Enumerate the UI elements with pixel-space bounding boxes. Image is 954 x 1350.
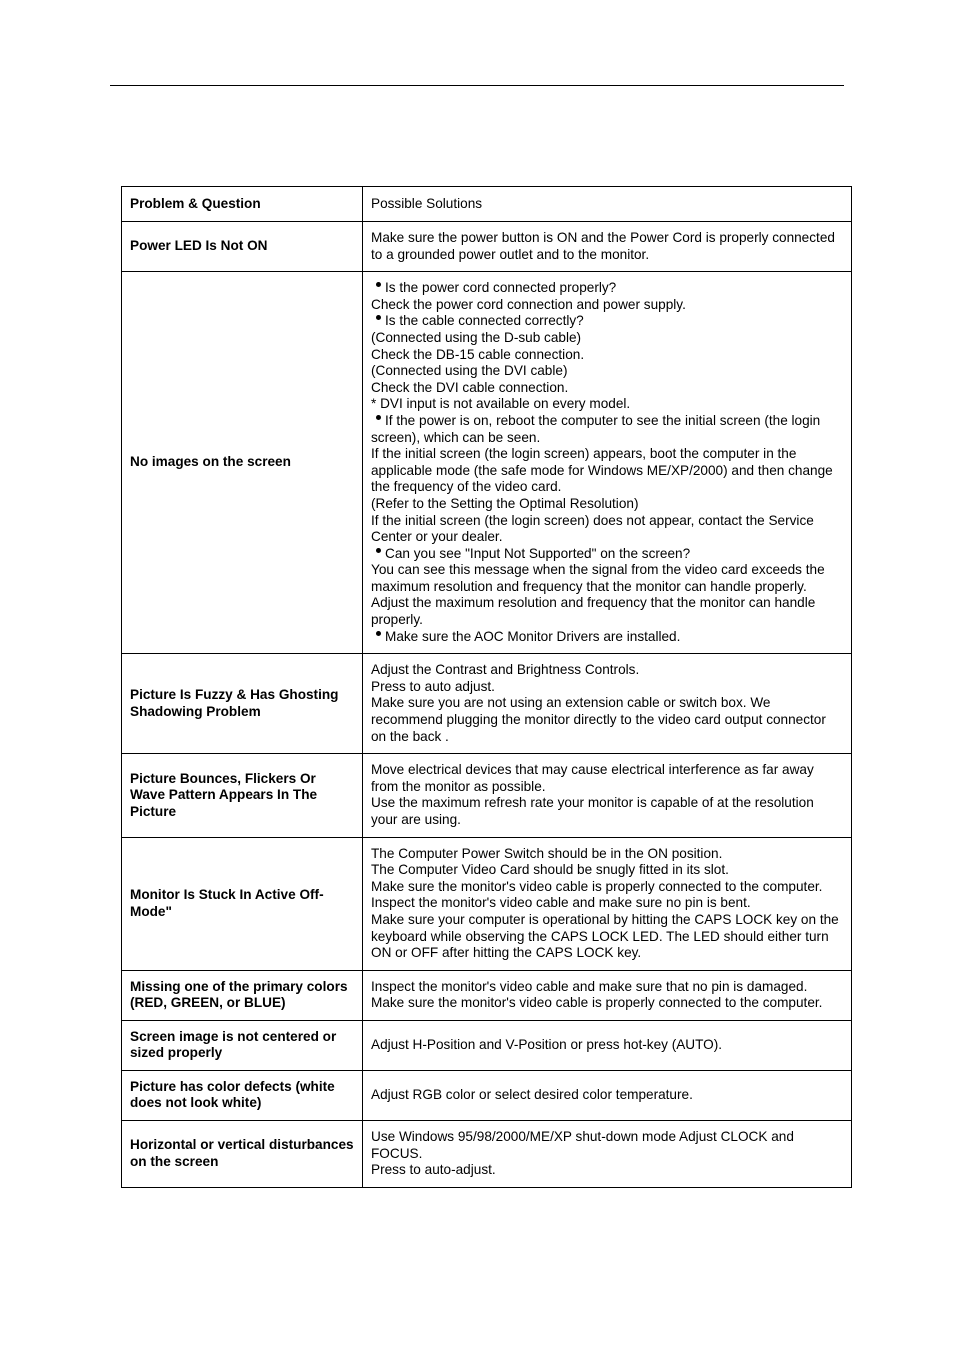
solution-cell: [363, 970, 852, 1020]
solution-cell: [363, 654, 852, 754]
solution-line: (Connected using the DVI cable): [371, 363, 568, 379]
solution-cell: [363, 754, 852, 837]
table-row: [122, 272, 852, 654]
solution-cell: [363, 222, 852, 272]
bullet-item: [371, 313, 843, 330]
problem-cell: Power LED Is Not ON: [122, 222, 363, 272]
solution-line: You can see this message when the signal from the video card exceeds the maximum resolution and frequency that the monitor can handle properly.: [371, 562, 825, 594]
bullet-text: Can you see "Input Not Supported" on the screen?: [385, 545, 691, 561]
problem-cell: Horizontal or vertical disturbances on the screen: [122, 1120, 363, 1187]
table-row: [122, 654, 852, 754]
bullet-text: If the power is on, reboot the computer to see the initial screen (the login screen), which can be seen.: [371, 412, 821, 445]
solution-line: If the initial screen (the login screen) appears, boot the computer in the applicable mode (the safe mode for Windows ME/XP/2000) and then change the frequency of the video card.: [371, 446, 833, 495]
solution-line: Adjust H-Position and V-Position or press hot-key (AUTO).: [371, 1037, 723, 1053]
solution-line: Use Windows 95/98/2000/ME/XP shut-down mode Adjust CLOCK and FOCUS.: [371, 1128, 794, 1161]
bullet-icon: [376, 631, 381, 636]
bullet-item: [371, 413, 843, 446]
problem-cell: Screen image is not centered or sized properly: [122, 1020, 363, 1070]
solution-line: Make sure you are not using an extension cable or switch box. We recommend plugging the monitor directly to the video card output connector on the back .: [371, 695, 826, 744]
solution-line: Press to auto-adjust.: [371, 1162, 496, 1178]
solution-cell: [363, 1020, 852, 1070]
table-row: [122, 1020, 852, 1070]
solution-line: * DVI input is not available on every model.: [371, 396, 631, 412]
solution-line: (Refer to the Setting the Optimal Resolution): [371, 495, 639, 511]
solution-line: Make sure your computer is operational by hitting the CAPS LOCK key on the keyboard while observing the CAPS LOCK LED. The LED should either turn ON or OFF after hitting the CAPS LOCK key.: [371, 911, 839, 961]
bullet-icon: [376, 415, 381, 420]
solution-line: If the initial screen (the login screen) does not appear, contact the Service Center or your dealer.: [371, 512, 814, 545]
bullet-item: [371, 546, 843, 563]
table-row: [122, 970, 852, 1020]
problem-cell: Missing one of the primary colors (RED, GREEN, or BLUE): [122, 970, 363, 1020]
header-possible-solutions: Possible Solutions: [363, 187, 852, 222]
solution-line: Make sure the monitor's video cable is properly connected to the computer.: [371, 995, 823, 1011]
solution-line: Press to auto adjust.: [371, 678, 495, 694]
solution-cell: [363, 837, 852, 970]
solution-line: Adjust the maximum resolution and frequency that the monitor can handle properly.: [371, 595, 816, 628]
solution-line: The Computer Power Switch should be in the ON position.: [371, 845, 723, 861]
header-problem-question: Problem & Question: [122, 187, 363, 222]
solution-line: Move electrical devices that may cause electrical interference as far away from the monitor as possible.: [371, 762, 814, 794]
problem-cell: Monitor Is Stuck In Active Off-Mode": [122, 837, 363, 970]
table-row: [122, 1120, 852, 1187]
bullet-icon: [376, 282, 381, 287]
solution-line: Adjust RGB color or select desired color temperature.: [371, 1087, 693, 1103]
solution-line: Check the power cord connection and power supply.: [371, 296, 686, 312]
solution-line: Use the maximum refresh rate your monitor is capable of at the resolution your are using.: [371, 795, 814, 827]
bullet-text: Make sure the AOC Monitor Drivers are installed.: [385, 628, 681, 644]
solution-line: Check the DVI cable connection.: [371, 379, 569, 395]
solution-line: Inspect the monitor's video cable and make sure that no pin is damaged.: [371, 978, 808, 994]
bullet-item: [371, 280, 843, 297]
solution-line: Inspect the monitor's video cable and make sure no pin is bent.: [371, 895, 751, 911]
table-row: [122, 222, 852, 272]
troubleshooting-table: [121, 186, 852, 1188]
solution-cell: [363, 272, 852, 654]
table-row: [122, 837, 852, 970]
solution-line: Adjust the Contrast and Brightness Controls.: [371, 662, 640, 678]
problem-cell: No images on the screen: [122, 272, 363, 654]
solution-cell: [363, 1070, 852, 1120]
bullet-icon: [376, 548, 381, 553]
table-row: [122, 1070, 852, 1120]
problem-cell: Picture has color defects (white does not look white): [122, 1070, 363, 1120]
bullet-item: [371, 629, 843, 646]
bullet-icon: [376, 315, 381, 320]
solution-line: The Computer Video Card should be snugly fitted in its slot.: [371, 862, 729, 878]
bullet-text: Is the cable connected correctly?: [385, 313, 584, 329]
bullet-text: Is the power cord connected properly?: [385, 280, 617, 296]
solution-line: Make sure the monitor's video cable is properly connected to the computer.: [371, 878, 823, 894]
solution-cell: [363, 1120, 852, 1187]
solution-line: Check the DB-15 cable connection.: [371, 346, 585, 362]
problem-cell: Picture Bounces, Flickers Or Wave Pattern Appears In The Picture: [122, 754, 363, 837]
table-row: [122, 754, 852, 837]
problem-cell: Picture Is Fuzzy & Has Ghosting Shadowing Problem: [122, 654, 363, 754]
header-rule: [110, 85, 844, 86]
solution-line: (Connected using the D-sub cable): [371, 329, 582, 345]
table-header-row: [122, 187, 852, 222]
solution-line: Make sure the power button is ON and the Power Cord is properly connected to a grounded power outlet and to the monitor.: [371, 230, 835, 262]
